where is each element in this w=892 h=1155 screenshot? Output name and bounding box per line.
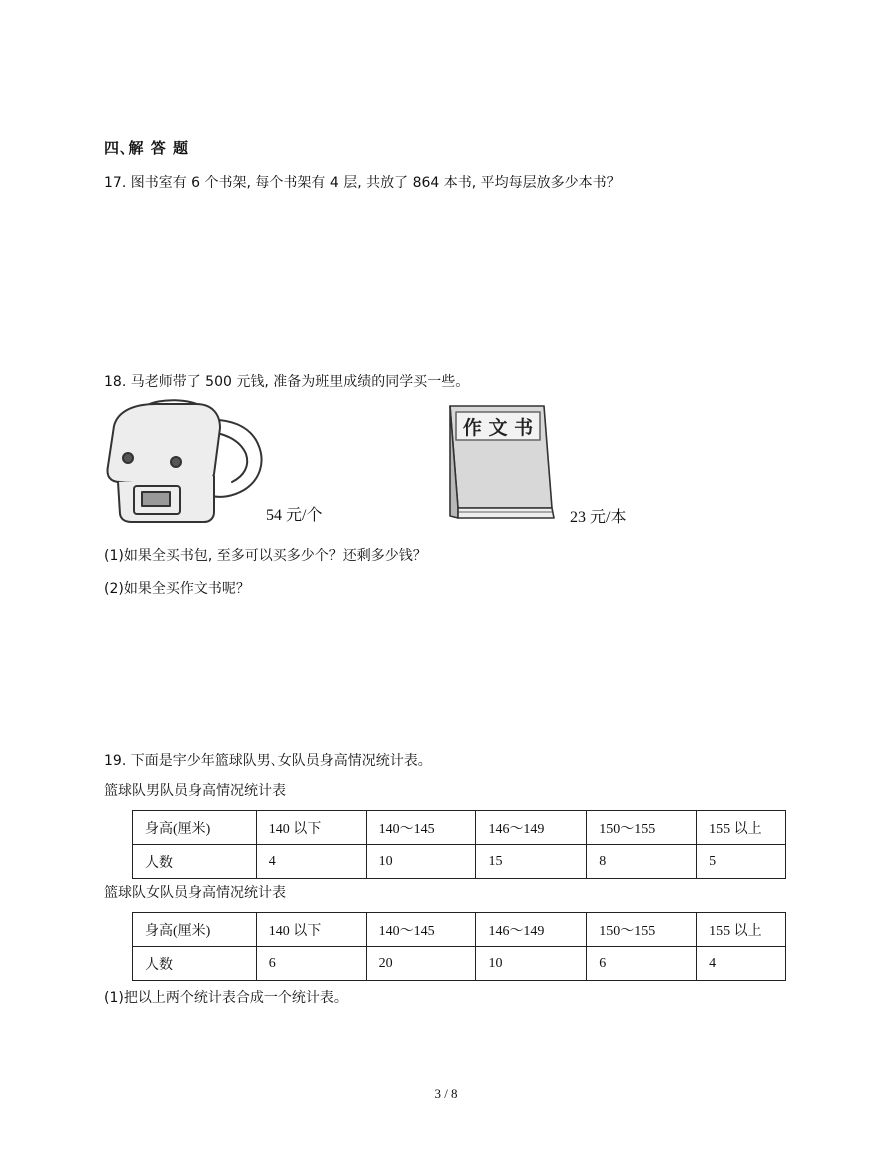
table-cell: 140～145 [366, 811, 476, 845]
question-18: 18. 马老师带了 500 元钱, 准备为班里成绩的同学买一些。 [104, 374, 470, 390]
table-cell: 150～155 [587, 913, 697, 947]
table-header-row [133, 811, 786, 845]
table-cell: 140～145 [366, 913, 476, 947]
schoolbag-price: 54 元/个 [266, 507, 323, 524]
boys-height-table [132, 810, 786, 879]
table-cell: 155 以上 [697, 811, 786, 845]
table-cell: 6 [587, 947, 697, 981]
question-19-part-1: (1)把以上两个统计表合成一个统计表。 [104, 990, 348, 1006]
table-cell: 4 [256, 845, 366, 879]
schoolbag-illustration [100, 396, 270, 528]
table-cell: 10 [366, 845, 476, 879]
question-19: 19. 下面是宇少年篮球队男､女队员身高情况统计表。 [104, 753, 432, 769]
table-row [133, 845, 786, 879]
table-cell: 10 [476, 947, 587, 981]
table-cell: 身高(厘米) [133, 913, 257, 947]
table-1-caption: 篮球队男队员身高情况统计表 [104, 783, 286, 799]
table-cell: 8 [587, 845, 697, 879]
table-cell: 4 [697, 947, 786, 981]
table-cell: 15 [476, 845, 587, 879]
table-cell: 6 [256, 947, 366, 981]
page-number: 3 / 8 [434, 1086, 458, 1101]
table-cell: 140 以下 [256, 811, 366, 845]
table-cell: 5 [697, 845, 786, 879]
girls-height-table [132, 912, 786, 981]
table-cell: 人数 [133, 845, 257, 879]
question-18-part-2: (2)如果全买作文书呢？ [104, 581, 250, 597]
table-cell: 140 以下 [256, 913, 366, 947]
table-2-caption: 篮球队女队员身高情况统计表 [104, 885, 286, 901]
table-cell: 20 [366, 947, 476, 981]
table-cell: 155 以上 [697, 913, 786, 947]
table-header-row [133, 913, 786, 947]
question-18-part-1: (1)如果全买书包, 至多可以买多少个？还剩多少钱？ [104, 548, 427, 564]
question-17: 17. 图书室有 6 个书架, 每个书架有 4 层, 共放了 864 本书, 平均每层放多少本书？ [104, 175, 621, 191]
table-row [133, 947, 786, 981]
composition-book-illustration [444, 404, 560, 526]
table-cell: 人数 [133, 947, 257, 981]
book-cover-title: 作 文 书 [462, 417, 534, 439]
table-cell: 146～149 [476, 811, 587, 845]
section-title: 四､解 答 题 [104, 139, 189, 157]
table-cell: 146～149 [476, 913, 587, 947]
book-price: 23 元/本 [570, 509, 627, 526]
table-cell: 身高(厘米) [133, 811, 257, 845]
table-cell: 150～155 [587, 811, 697, 845]
